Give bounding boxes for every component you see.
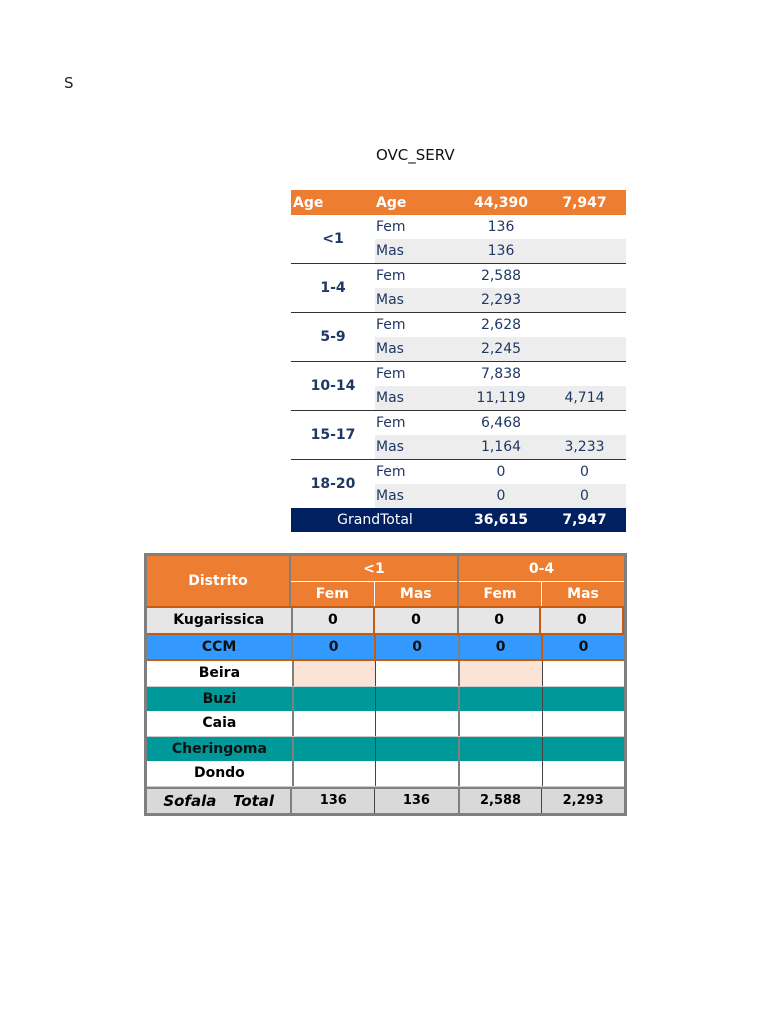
- age-label: <1: [291, 215, 375, 263]
- age-group-header: [459, 556, 624, 606]
- sex-cell: Mas: [376, 390, 404, 406]
- value-cell: [543, 661, 624, 686]
- value-cell: [294, 761, 376, 786]
- grand-total-label: GrandTotal: [337, 512, 413, 528]
- table-row: [375, 264, 626, 288]
- table-row: [147, 661, 624, 687]
- value-cell: 136: [487, 243, 515, 259]
- sex-header: Fem: [459, 582, 542, 606]
- age-group: [291, 313, 626, 362]
- sex-header: Mas: [542, 582, 624, 606]
- age-table-header: [291, 190, 626, 215]
- age-table-body: [291, 215, 626, 508]
- header-cell: Age: [376, 194, 407, 211]
- age-table: [291, 190, 626, 532]
- district-table: [144, 553, 627, 816]
- value-cell: [543, 737, 624, 762]
- total-label: [147, 789, 292, 813]
- value-cell: 7,838: [480, 366, 522, 382]
- value-cell: 2,293: [480, 292, 522, 308]
- age-group: [291, 215, 626, 264]
- value-cell: [376, 711, 460, 736]
- value-cell: [460, 711, 542, 736]
- table-row: [375, 337, 626, 361]
- value-cell: [376, 661, 460, 686]
- sex-cell: Fem: [376, 219, 406, 235]
- header-cell: 44,390: [473, 194, 529, 211]
- table-row: [147, 737, 624, 762]
- sex-header: Mas: [375, 582, 458, 606]
- header-cell: 7,947: [562, 194, 607, 211]
- value-cell: [460, 761, 542, 786]
- district-name: Kugarissica: [147, 608, 293, 633]
- district-name: CCM: [147, 635, 293, 660]
- value-cell: [294, 687, 376, 712]
- sofala-total-row: [147, 787, 624, 813]
- district-name: Caia: [147, 711, 294, 736]
- value-cell: 0: [580, 464, 589, 480]
- table-row: [147, 687, 624, 712]
- value-cell: 0: [376, 635, 460, 660]
- age-group: [291, 264, 626, 313]
- age-group-name: <1: [291, 556, 457, 582]
- grand-total-value-2: 7,947: [562, 512, 607, 528]
- value-cell: [460, 737, 542, 762]
- total-cell: 2,293: [562, 793, 604, 808]
- sex-cell: Fem: [376, 268, 406, 284]
- value-cell: 0: [496, 464, 506, 480]
- table-row: [375, 239, 626, 263]
- value-cell: 0: [578, 638, 589, 655]
- age-group-name: 0-4: [459, 556, 624, 582]
- sex-cell: Fem: [376, 366, 406, 382]
- age-group-header: [291, 556, 459, 606]
- total-cell: 136: [375, 789, 460, 813]
- district-table-body: [147, 606, 624, 787]
- age-label: 5-9: [291, 313, 375, 361]
- age-group: [291, 362, 626, 411]
- age-label: 1-4: [291, 264, 375, 312]
- value-cell: [460, 687, 542, 712]
- table-row: [375, 460, 626, 484]
- table-row: [375, 386, 626, 410]
- value-cell: 0: [496, 488, 506, 504]
- grand-total-value: 36,615: [473, 512, 529, 528]
- total-label-b: Total: [233, 791, 275, 810]
- value-cell: 6,468: [480, 415, 522, 431]
- table-row: [375, 435, 626, 459]
- value-cell: [376, 737, 460, 762]
- total-cell: 136: [292, 789, 375, 813]
- sex-header: Fem: [291, 582, 375, 606]
- value-cell: 3,233: [564, 439, 605, 455]
- table-row: [375, 215, 626, 239]
- age-group: [291, 411, 626, 460]
- age-label: 15-17: [291, 411, 375, 459]
- header-cell: Age: [293, 194, 324, 211]
- value-cell: [543, 711, 624, 736]
- sex-cell: Mas: [376, 439, 404, 455]
- value-cell: [294, 711, 376, 736]
- age-label: 18-20: [291, 460, 375, 508]
- table-row: [375, 411, 626, 435]
- district-table-header: [147, 556, 624, 606]
- value-cell: 2,588: [480, 268, 522, 284]
- value-cell: 136: [487, 219, 515, 235]
- value-cell: [543, 687, 624, 712]
- value-cell: 11,119: [476, 390, 526, 406]
- district-name: Beira: [147, 661, 294, 686]
- value-cell: [294, 737, 376, 762]
- page-title: OVC_SERV: [376, 146, 455, 164]
- sex-cell: Mas: [376, 243, 404, 259]
- value-cell: [460, 661, 542, 686]
- sex-cell: Fem: [376, 415, 406, 431]
- table-row: [375, 484, 626, 508]
- table-row: [375, 362, 626, 386]
- district-name: Buzi: [147, 687, 294, 712]
- value-cell: [376, 687, 460, 712]
- value-cell: 2,628: [480, 317, 522, 333]
- table-row: [147, 761, 624, 787]
- total-label-a: Sofala: [163, 791, 217, 810]
- grand-total-row: [291, 508, 626, 532]
- table-row: [147, 711, 624, 737]
- value-cell: [543, 761, 624, 786]
- value-cell: 0: [576, 612, 587, 629]
- page-letter: S: [64, 74, 74, 92]
- value-cell: [294, 661, 376, 686]
- sex-cell: Mas: [376, 292, 404, 308]
- age-group: [291, 460, 626, 508]
- sex-cell: Mas: [376, 488, 404, 504]
- value-cell: 4,714: [564, 390, 605, 406]
- value-cell: 0: [375, 608, 459, 633]
- table-row: [147, 635, 624, 662]
- sex-cell: Fem: [376, 464, 406, 480]
- value-cell: 0: [460, 635, 543, 660]
- value-cell: 0: [459, 608, 542, 633]
- sex-cell: Mas: [376, 341, 404, 357]
- value-cell: 1,164: [480, 439, 522, 455]
- table-row: [147, 606, 624, 635]
- value-cell: [376, 761, 460, 786]
- district-name: Cheringoma: [147, 737, 294, 762]
- value-cell: 2,245: [480, 341, 522, 357]
- value-cell: 0: [293, 608, 376, 633]
- value-cell: 0: [293, 635, 376, 660]
- table-row: [375, 313, 626, 337]
- age-label: 10-14: [291, 362, 375, 410]
- sex-cell: Fem: [376, 317, 406, 333]
- distrito-header: Distrito: [147, 556, 291, 606]
- table-row: [375, 288, 626, 312]
- total-cell: 2,588: [460, 789, 543, 813]
- value-cell: 0: [580, 488, 589, 504]
- district-name: Dondo: [147, 761, 294, 786]
